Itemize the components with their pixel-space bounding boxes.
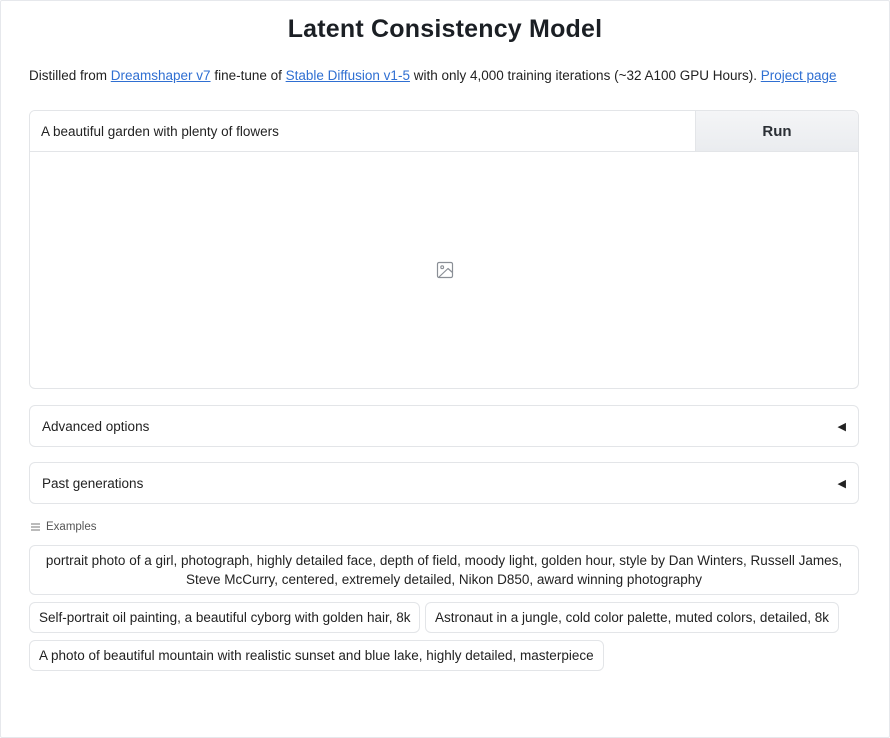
description-prefix: Distilled from	[29, 68, 111, 83]
example-chip[interactable]: A photo of beautiful mountain with realistic sunset and blue lake, highly detailed, masterpiece	[29, 640, 604, 671]
list-icon	[31, 523, 40, 531]
output-image-panel	[29, 152, 859, 389]
examples-label: Examples	[46, 521, 97, 533]
prompt-input[interactable]	[30, 111, 696, 151]
past-generations-accordion[interactable]	[29, 462, 859, 504]
stable-diffusion-link[interactable]: Stable Diffusion v1-5	[285, 68, 410, 83]
example-chip[interactable]: Astronaut in a jungle, cold color palette, muted colors, detailed, 8k	[425, 602, 839, 633]
dreamshaper-link[interactable]: Dreamshaper v7	[110, 68, 211, 83]
description-middle1: fine-tune of	[210, 68, 286, 83]
project-page-link[interactable]: Project page	[760, 68, 837, 83]
example-chip[interactable]: portrait photo of a girl, photograph, highly detailed face, depth of field, moody light, golden hour, style by Dan Winters, Russell James, Steve McCurry, centered, extremely detailed, Nikon D850, award winning photography	[29, 545, 859, 595]
examples-header	[31, 521, 97, 533]
prompt-row	[29, 110, 859, 152]
image-icon	[436, 261, 454, 279]
example-chip[interactable]: Self-portrait oil painting, a beautiful cyborg with golden hair, 8k	[29, 602, 420, 633]
collapse-arrow-icon: ◀	[837, 477, 846, 490]
description	[29, 68, 869, 83]
collapse-arrow-icon: ◀	[837, 420, 846, 433]
past-generations-label: Past generations	[42, 475, 144, 491]
page-title: Latent Consistency Model	[287, 15, 603, 43]
advanced-options-label: Advanced options	[42, 418, 150, 434]
advanced-options-accordion[interactable]	[29, 405, 859, 447]
run-button[interactable]: Run	[696, 111, 858, 151]
description-middle2: with only 4,000 training iterations (~32 A100 GPU Hours).	[409, 68, 761, 83]
